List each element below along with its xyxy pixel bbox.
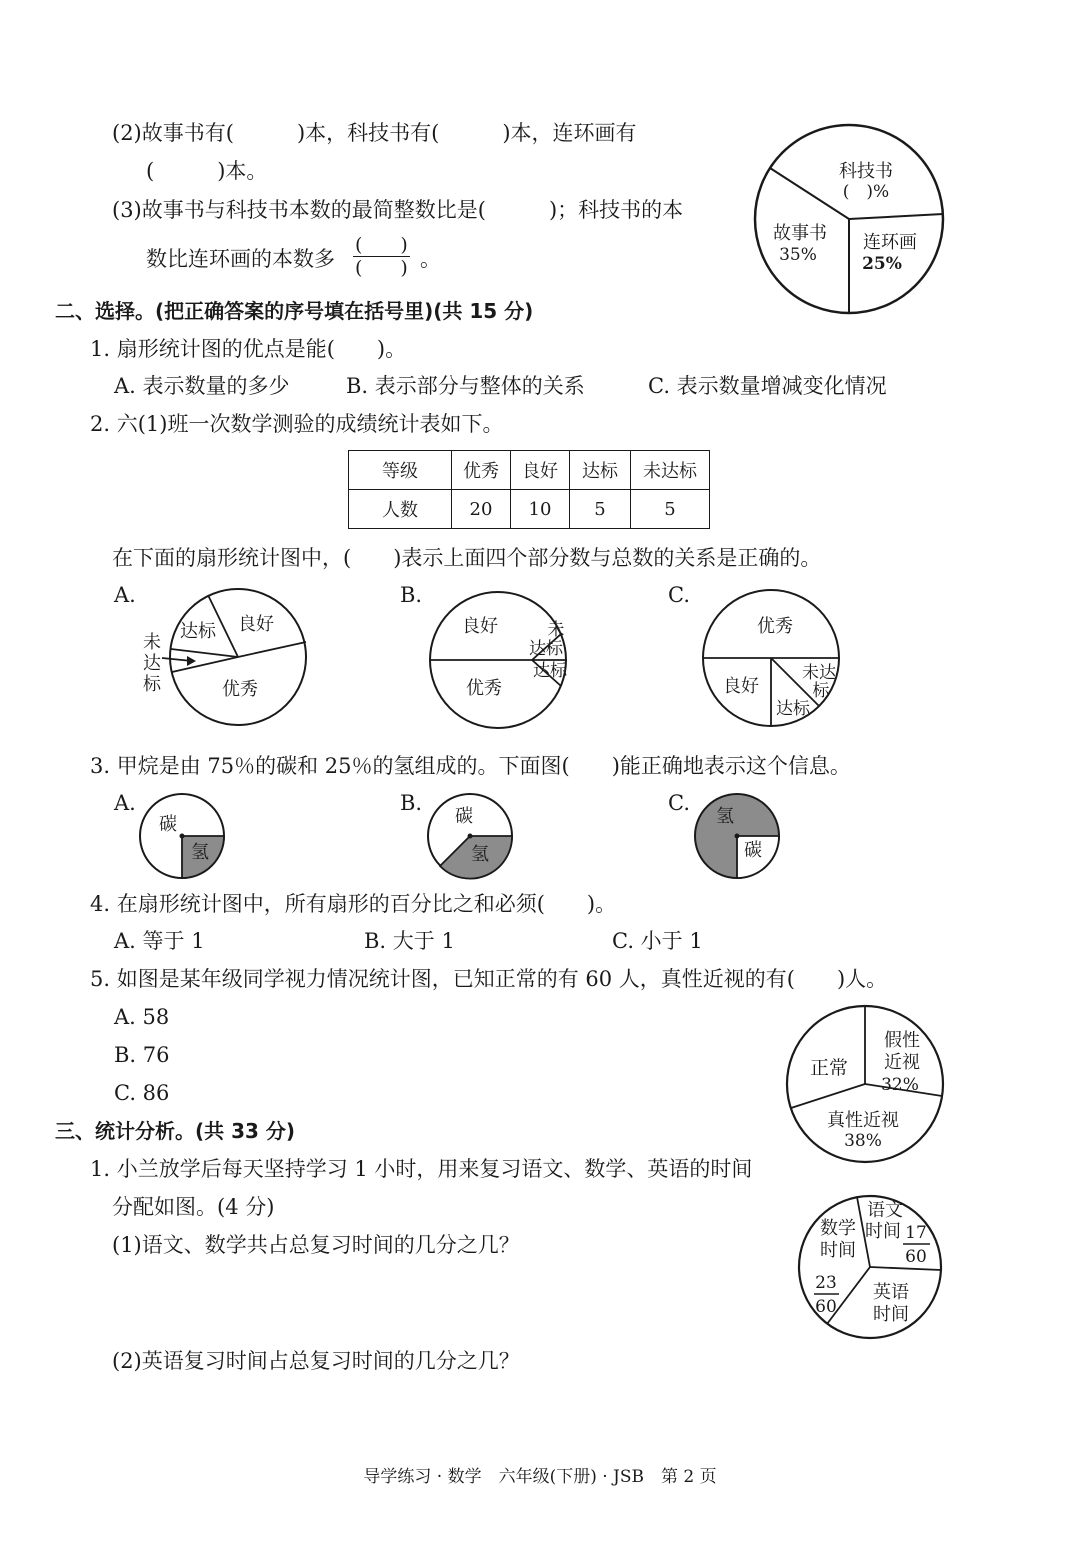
label-keji: 科技书 xyxy=(839,161,893,182)
label-youxiu: 优秀 xyxy=(466,678,502,699)
q1-part3-line2: 数比连环画的本数多 xyxy=(146,247,335,271)
label-jiaxing: 近视 xyxy=(884,1052,920,1073)
s2-q3-stem: 3. 甲烷是由 75％的碳和 25％的氢组成的。下面图( )能正确地表示这个信息。 xyxy=(90,754,851,778)
s2-q3-option-c[interactable]: C. xyxy=(668,791,690,815)
books-pie-chart xyxy=(752,122,946,316)
table-cell: 未达标 xyxy=(631,451,710,490)
q1-part3-fraction-blank[interactable] xyxy=(353,234,410,279)
label-yuwen: 语文 xyxy=(867,1200,903,1221)
q1-part3-end: 。 xyxy=(420,247,441,271)
pie-c[interactable] xyxy=(697,588,845,728)
label-lianhuan: 连环画 xyxy=(863,232,917,253)
q3-pie-a[interactable] xyxy=(138,792,226,880)
s2-q3-option-a[interactable]: A. xyxy=(114,791,136,815)
table-cell: 达标 xyxy=(570,451,631,490)
yuwen-fraction-num: 17 xyxy=(905,1223,927,1243)
page-footer: 导学练习 · 数学 六年级(下册) · JSB 第 2 页 xyxy=(363,1467,717,1487)
label-tan: 碳 xyxy=(744,840,762,861)
label-dabiao: 达标 xyxy=(529,639,563,659)
label-dabiao: 达标 xyxy=(180,621,216,642)
table-cell: 良好 xyxy=(511,451,570,490)
table-cell: 20 xyxy=(452,490,511,529)
s2-q2-option-a[interactable]: A. xyxy=(114,583,136,607)
label-yuwen: 时间 xyxy=(865,1221,901,1242)
label-qing: 氢 xyxy=(716,806,734,827)
label-lianghao: 良好 xyxy=(462,616,498,637)
shuxue-fraction-num: 23 xyxy=(815,1273,837,1293)
label-weida: 未达 xyxy=(802,663,836,683)
s3-q1-stem-line2: 分配如图。(4 分) xyxy=(112,1195,275,1219)
s3-q1-sub2: (2)英语复习时间占总复习时间的几分之几？ xyxy=(112,1349,520,1373)
s2-q2-option-c[interactable]: C. xyxy=(668,583,690,607)
label-shuxue: 数学 xyxy=(820,1218,856,1239)
fraction-denominator: ( ) xyxy=(355,257,408,279)
fraction-numerator: ( ) xyxy=(355,234,408,256)
table-cell: 5 xyxy=(570,490,631,529)
label-jiaxing-pct: 32% xyxy=(881,1075,919,1095)
pie-a-wei-label: 未 xyxy=(143,632,161,653)
label-lianghao: 良好 xyxy=(723,676,759,697)
label-zhengchang: 正常 xyxy=(809,1057,849,1079)
table-cell: 人数 xyxy=(349,490,452,529)
s2-q2-stem: 2. 六(1)班一次数学测验的成绩统计表如下。 xyxy=(90,412,504,436)
q3-pie-c[interactable] xyxy=(693,792,781,880)
pie-a-da-label: 达 xyxy=(143,653,161,674)
s2-q1-stem: 1. 扇形统计图的优点是能( )。 xyxy=(90,337,407,361)
label-youxiu: 优秀 xyxy=(757,616,793,637)
q1-part2-line1: (2)故事书有( )本，科技书有( )本，连环画有 xyxy=(112,121,637,145)
s2-q5-stem: 5. 如图是某年级同学视力情况统计图，已知正常的有 60 人，真性近视的有( )人。 xyxy=(90,967,888,991)
label-lianhuan-pct: 25% xyxy=(862,254,902,274)
s2-q5-option-b[interactable]: B. 76 xyxy=(114,1043,170,1067)
pie-a-arrow xyxy=(162,650,202,670)
section2-title: 二、选择。(把正确答案的序号填在括号里)(共 15 分) xyxy=(55,299,534,323)
grades-table xyxy=(348,450,710,529)
q1-part3-line1: (3)故事书与科技书本数的最简整数比是( )；科技书的本 xyxy=(112,198,684,222)
label-biao: 标 xyxy=(812,681,830,701)
table-row xyxy=(349,451,710,490)
label-youxiu: 优秀 xyxy=(222,679,258,700)
s2-q1-option-c[interactable]: C. 表示数量增减变化情况 xyxy=(648,374,887,398)
s2-q5-option-a[interactable]: A. 58 xyxy=(114,1005,170,1029)
s2-q4-option-c[interactable]: C. 小于 1 xyxy=(612,929,703,953)
yuwen-fraction-den: 60 xyxy=(905,1247,927,1267)
shuxue-fraction-den: 60 xyxy=(815,1297,837,1317)
label-dabiao: 达标 xyxy=(533,661,567,681)
vision-pie-chart xyxy=(785,1004,945,1164)
s2-q4-option-b[interactable]: B. 大于 1 xyxy=(364,929,455,953)
label-yingyu: 英语 xyxy=(873,1282,909,1303)
label-tan: 碳 xyxy=(455,806,473,827)
s2-q5-option-c[interactable]: C. 86 xyxy=(114,1081,170,1105)
s2-q1-option-b[interactable]: B. 表示部分与整体的关系 xyxy=(346,374,585,398)
section3-title: 三、统计分析。(共 33 分) xyxy=(55,1119,296,1143)
s2-q1-option-a[interactable]: A. 表示数量的多少 xyxy=(114,374,290,398)
label-gushi: 故事书 xyxy=(773,223,827,244)
s3-q1-sub1: (1)语文、数学共占总复习时间的几分之几？ xyxy=(112,1233,520,1257)
table-cell: 优秀 xyxy=(452,451,511,490)
q1-part2-line2: ( )本。 xyxy=(146,159,268,183)
table-row xyxy=(349,490,710,529)
label-shuxue: 时间 xyxy=(820,1240,856,1261)
s3-q1-stem-line1: 1. 小兰放学后每天坚持学习 1 小时，用来复习语文、数学、英语的时间 xyxy=(90,1157,753,1181)
s2-q4-stem: 4. 在扇形统计图中，所有扇形的百分比之和必须( )。 xyxy=(90,892,617,916)
pie-b[interactable] xyxy=(428,590,568,730)
label-tan: 碳 xyxy=(159,814,177,835)
label-gushi-pct: 35% xyxy=(779,245,817,265)
label-qing: 氢 xyxy=(471,844,489,865)
label-lianghao: 良好 xyxy=(238,614,274,635)
study-time-pie-chart xyxy=(797,1194,943,1340)
label-dabiao: 达标 xyxy=(776,699,810,719)
label-qing: 氢 xyxy=(191,842,209,863)
table-cell: 10 xyxy=(511,490,570,529)
s2-q2-option-b[interactable]: B. xyxy=(400,583,423,607)
q3-pie-b[interactable] xyxy=(426,792,514,880)
label-keji-pct: ( )% xyxy=(842,182,890,202)
label-zhenxing: 真性近视 xyxy=(827,1110,899,1131)
label-jiaxing: 假性 xyxy=(884,1030,920,1051)
s2-q2-question: 在下面的扇形统计图中，( )表示上面四个部分数与总数的关系是正确的。 xyxy=(112,546,822,570)
label-zhenxing-pct: 38% xyxy=(844,1131,882,1151)
s2-q3-option-b[interactable]: B. xyxy=(400,791,423,815)
label-wei: 未 xyxy=(547,620,565,640)
table-cell: 5 xyxy=(631,490,710,529)
s2-q4-option-a[interactable]: A. 等于 1 xyxy=(114,929,205,953)
pie-a-biao-label: 标 xyxy=(143,674,161,695)
label-yingyu: 时间 xyxy=(873,1304,909,1325)
table-cell: 等级 xyxy=(349,451,452,490)
